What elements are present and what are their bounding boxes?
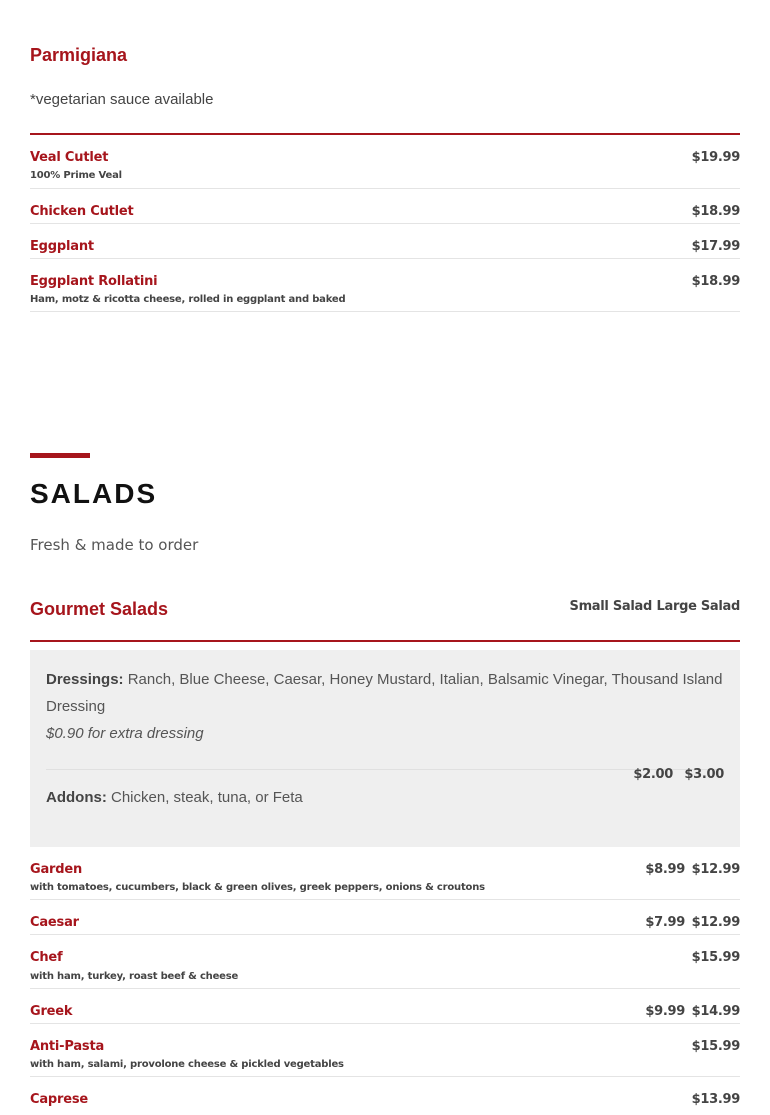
small-price: $9.99	[645, 1004, 685, 1019]
item-name: Garden	[30, 862, 83, 877]
small-price: $8.99	[645, 862, 685, 877]
item-divider	[30, 258, 740, 259]
parmigiana-divider	[30, 133, 740, 135]
extra-dressing-note: $0.90 for extra dressing	[46, 725, 204, 742]
item-desc: with ham, turkey, roast beef & cheese	[30, 971, 239, 982]
large-price: $13.99	[691, 1092, 740, 1107]
item-name: Caesar	[30, 915, 79, 930]
salads-subtitle: Fresh & made to order	[30, 536, 199, 554]
item-divider	[30, 223, 740, 224]
item-price: $18.99	[691, 274, 740, 289]
large-price: $15.99	[691, 1039, 740, 1054]
item-divider	[30, 1023, 740, 1024]
large-price: $14.99	[691, 1004, 740, 1019]
addons-info	[46, 784, 303, 811]
item-name: Eggplant Rollatini	[30, 274, 158, 289]
item-name: Greek	[30, 1004, 73, 1019]
dressings-info	[46, 666, 731, 720]
item-divider	[30, 1076, 740, 1077]
vegetarian-note: *vegetarian sauce available	[30, 91, 214, 108]
section-accent-bar	[30, 453, 90, 458]
item-price: $19.99	[691, 150, 740, 165]
dressings-text: Ranch, Blue Cheese, Caesar, Honey Mustard, Italian, Balsamic Vinegar, Thousand Island Dressing	[46, 671, 723, 715]
item-divider	[30, 311, 740, 312]
item-name: Veal Cutlet	[30, 150, 109, 165]
item-desc: 100% Prime Veal	[30, 170, 122, 181]
large-salad-column-header: Large Salad	[656, 599, 740, 614]
item-price: $17.99	[691, 239, 740, 254]
gourmet-divider	[30, 640, 740, 642]
item-name: Chef	[30, 950, 63, 965]
salads-title: SALADS	[30, 478, 158, 509]
item-divider	[30, 188, 740, 189]
addons-label: Addons:	[46, 789, 107, 806]
large-price: $12.99	[691, 915, 740, 930]
large-price: $12.99	[691, 862, 740, 877]
addons-small-price: $2.00	[633, 767, 673, 782]
item-name: Chicken Cutlet	[30, 204, 134, 219]
item-divider	[30, 934, 740, 935]
addons-large-price: $3.00	[684, 767, 724, 782]
item-name: Anti-Pasta	[30, 1039, 105, 1054]
item-divider	[30, 899, 740, 900]
item-divider	[30, 988, 740, 989]
small-price: $7.99	[645, 915, 685, 930]
item-desc: with tomatoes, cucumbers, black & green olives, greek peppers, onions & croutons	[30, 882, 485, 893]
dressings-label: Dressings:	[46, 671, 124, 688]
dressings-addons-box	[30, 650, 740, 847]
small-salad-column-header: Small Salad	[569, 599, 652, 614]
large-price: $15.99	[691, 950, 740, 965]
item-desc: Ham, motz & ricotta cheese, rolled in eggplant and baked	[30, 294, 346, 305]
addons-text: Chicken, steak, tuna, or Feta	[111, 789, 303, 806]
item-name: Caprese	[30, 1092, 89, 1107]
item-desc: with ham, salami, provolone cheese & pickled vegetables	[30, 1059, 344, 1070]
gourmet-salads-title: Gourmet Salads	[30, 599, 169, 619]
parmigiana-title: Parmigiana	[30, 45, 128, 65]
item-name: Eggplant	[30, 239, 94, 254]
info-divider	[46, 769, 724, 770]
item-price: $18.99	[691, 204, 740, 219]
